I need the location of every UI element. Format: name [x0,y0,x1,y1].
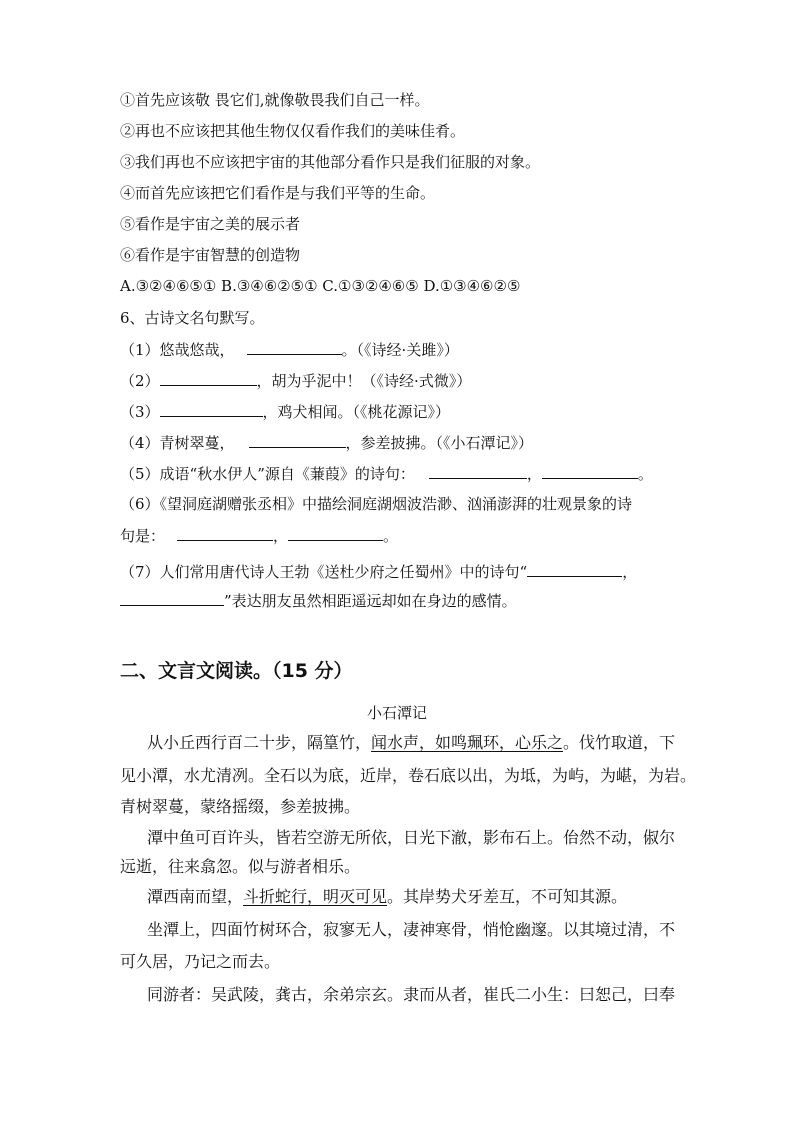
ordering-option-4: ④而首先应该把它们看作是与我们平等的生命。 [120,184,436,202]
item-6-prefix: 句是： [120,527,166,545]
ordering-option-1: ①首先应该敬 畏它们,就像敬畏我们自己一样。 [120,91,430,109]
recitation-item-7-line-1 [120,561,637,582]
item-7-prefix: （7）人们常用唐代诗人王勃《送杜少府之任蜀州》中的诗句“ [120,563,528,581]
recitation-item-3 [120,401,450,422]
item-5-prefix: （5）成语“秋水伊人”源自《蒹葭》的诗句： [120,465,415,483]
recitation-item-6-line-1: （6）《望洞庭湖赠张丞相》中描绘洞庭湖烟波浩渺、汹涌澎湃的壮观景象的诗 [120,495,633,513]
ordering-option-6: ⑥看作是宇宙智慧的创造物 [120,246,301,264]
answer-blank[interactable] [177,525,273,541]
answer-blank[interactable] [288,525,383,541]
answer-blank[interactable] [120,590,224,606]
answer-blank[interactable] [429,463,527,479]
item-1-prefix: （1）悠哉悠哉， [120,341,235,359]
passage-p3-line-1 [147,887,627,907]
passage-p1-line-1 [147,733,675,753]
item-6-end: 。 [383,527,399,545]
item-7-suffix: ”表达朋友虽然相距遥远却如在身边的感情。 [224,592,517,610]
recitation-item-6-line-2 [120,525,398,546]
passage-p2-line-2: 远逝，往来翕忽。似与游者相乐。 [120,857,361,876]
p1-text-b: 。伐竹取道，下 [563,733,676,752]
recitation-item-2 [120,370,471,391]
answer-blank[interactable] [527,561,622,577]
passage-p5-line-1: 同游者：吴武陵，龚古，余弟宗玄。隶而从者，崔氏二小生：曰恕己，曰奉 [147,985,676,1004]
answer-blank[interactable] [249,432,346,448]
p1-text-a: 从小丘西行百二十步，隔篁竹， [147,733,372,752]
item-1-suffix: 。（《诗经·关雎》） [341,341,459,359]
item-6-sep: ， [273,527,289,545]
passage-p1-line-2: 见小潭，水尤清冽。全石以为底，近岸，卷石底以出，为坻，为屿，为嵁，为岩。 [120,766,697,785]
answer-blank[interactable] [247,339,342,355]
answer-blank[interactable] [160,370,257,386]
item-5-sep: ， [526,465,542,483]
section-2-heading: 二、文言文阅读。（15 分） [120,660,353,682]
passage-p4-line-1: 坐潭上，四面竹树环合，寂寥无人，凄神寒骨，悄怆幽邃。以其境过清，不 [147,920,676,939]
recitation-item-1 [120,339,459,360]
p3-text-a: 潭西南而望， [147,887,244,906]
ordering-option-3: ③我们再也不应该把宇宙的其他部分看作只是我们征服的对象。 [120,153,541,171]
recitation-item-7-line-2 [120,590,517,611]
item-5-end: 。 [637,465,653,483]
answer-choices: A.③②④⑥⑤① B.③④⑥②⑤① C.①③②④⑥⑤ D.①③④⑥②⑤ [120,277,521,295]
item-2-prefix: （2） [120,372,160,390]
passage-title: 小石潭记 [366,704,427,722]
answer-blank[interactable] [160,401,263,417]
item-2-suffix: ，胡为乎泥中！（《诗经·式微》） [256,372,472,390]
item-4-suffix: ，参差披拂。（《小石潭记》） [345,434,534,452]
ordering-option-5: ⑤看作是宇宙之美的展示者 [120,215,301,233]
recitation-item-5 [120,463,653,484]
p3-text-b: 。其岸势犬牙差互，不可知其源。 [387,887,628,906]
item-3-suffix: ，鸡犬相闻。（《桃花源记》） [262,403,451,421]
p1-underlined-text: 闻水声，如鸣珮环，心乐之 [371,733,564,752]
item-7-sep: ， [622,563,638,581]
item-4-prefix: （4）青树翠蔓， [120,434,235,452]
item-3-prefix: （3） [120,403,160,421]
passage-p1-line-3: 青树翠蔓，蒙络摇缀，参差披拂。 [120,797,361,816]
recitation-item-4 [120,432,533,453]
passage-p4-line-2: 可久居，乃记之而去。 [120,952,281,971]
p3-underlined-text: 斗折蛇行，明灭可见 [243,887,388,906]
passage-p2-line-1: 潭中鱼可百许头，皆若空游无所依，日光下澈，影布石上。佁然不动，俶尔 [147,828,676,847]
ordering-option-2: ②再也不应该把其他生物仅仅看作我们的美味佳肴。 [120,122,466,140]
question-6-title: 6、古诗文名句默写。 [120,309,265,327]
answer-blank[interactable] [542,463,638,479]
